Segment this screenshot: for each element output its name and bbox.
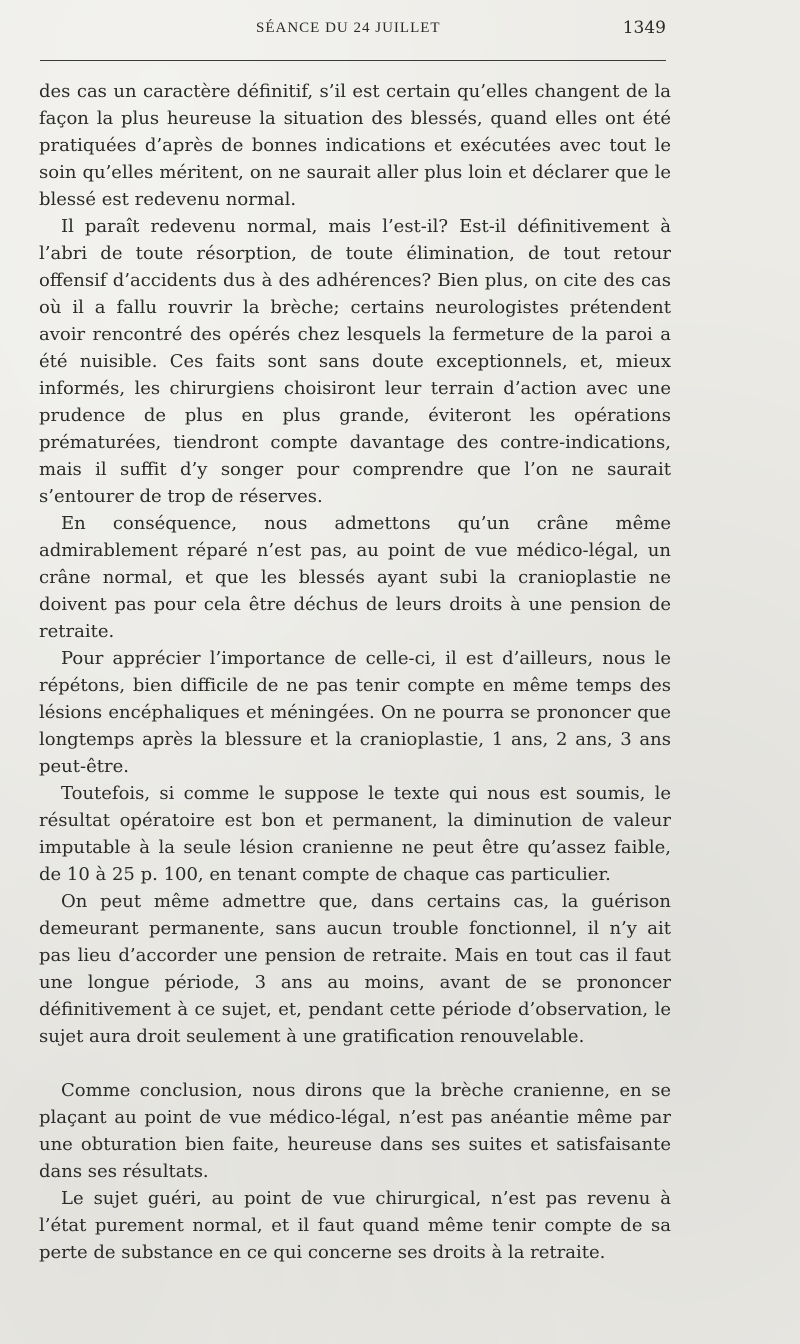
running-head [38, 16, 666, 46]
paragraph: des cas un caractère définitif, s’il est certain qu’elles changent de la façon la plus heureuse la situation des blessés, quand elles ont été pratiquées d’après de bonnes indications et exécutées avec tout le soin qu’elles méritent, on ne saurait aller plus loin et déclarer que le blessé est redevenu normal. [39, 81, 671, 210]
paragraph: Pour apprécier l’importance de celle-ci, il est d’ailleurs, nous le répétons, bien difficile de ne pas tenir compte en même temps des lésions encéphaliques et méningées. On ne pourra se prononcer que longtemps après la blessure et la cranioplastie, 1 ans, 2 ans, 3 ans peut-être. [39, 648, 671, 777]
paragraph: Toutefois, si comme le suppose le texte qui nous est soumis, le résultat opératoire est bon et permanent, la diminution de valeur imputable à la seule lésion cranienne ne peut être qu’assez faible, de 10 à 25 p. 100, en tenant compte de chaque cas particulier. [39, 783, 671, 885]
running-title: SÉANCE DU 24 JUILLET [256, 20, 441, 36]
paragraph: Il paraît redevenu normal, mais l’est-il? Est-il définitivement à l’abri de toute résorption, de toute élimination, de tout retour offensif d’accidents dus à des adhérences? Bien plus, on cite des cas où il a fallu rouvrir la brèche; certains neurologistes prétendent avoir rencontré des opérés chez lesquels la fermeture de la paroi a été nuisible. Ces faits sont sans doute exceptionnels, et, mieux informés, les chirurgiens choisiront leur terrain d’action avec une prudence de plus en plus grande, éviteront les opérations prématurées, tiendront compte davantage des contre-indications, mais il suffit d’y songer pour comprendre que l’on ne saurait s’entourer de trop de réserves. [39, 216, 671, 507]
conclusion-paragraph: Comme conclusion, nous dirons que la brèche cranienne, en se plaçant au point de vue médico-légal, n’est pas anéantie même par une obturation bien faite, heureuse dans ses suites et satisfaisante dans ses résultats. [39, 1080, 671, 1182]
page-number: 1349 [622, 18, 666, 38]
body-text [39, 78, 671, 1266]
header-rule [40, 60, 666, 61]
paragraph: En conséquence, nous admettons qu’un crâne même admirablement réparé n’est pas, au point de vue médico-légal, un crâne normal, et que les blessés ayant subi la cranioplastie ne doivent pas pour cela être déchus de leurs droits à une pension de retraite. [39, 513, 671, 642]
paragraph: Le sujet guéri, au point de vue chirurgical, n’est pas revenu à l’état purement normal, et il faut quand même tenir compte de sa perte de substance en ce qui concerne ses droits à la retraite. [39, 1188, 671, 1263]
paragraph: On peut même admettre que, dans certains cas, la guérison demeurant permanente, sans aucun trouble fonctionnel, il n’y ait pas lieu d’accorder une pension de retraite. Mais en tout cas il faut une longue période, 3 ans au moins, avant de se prononcer définitivement à ce sujet, et, pendant cette période d’observation, le sujet aura droit seulement à une gratification renouvelable. [39, 891, 671, 1047]
